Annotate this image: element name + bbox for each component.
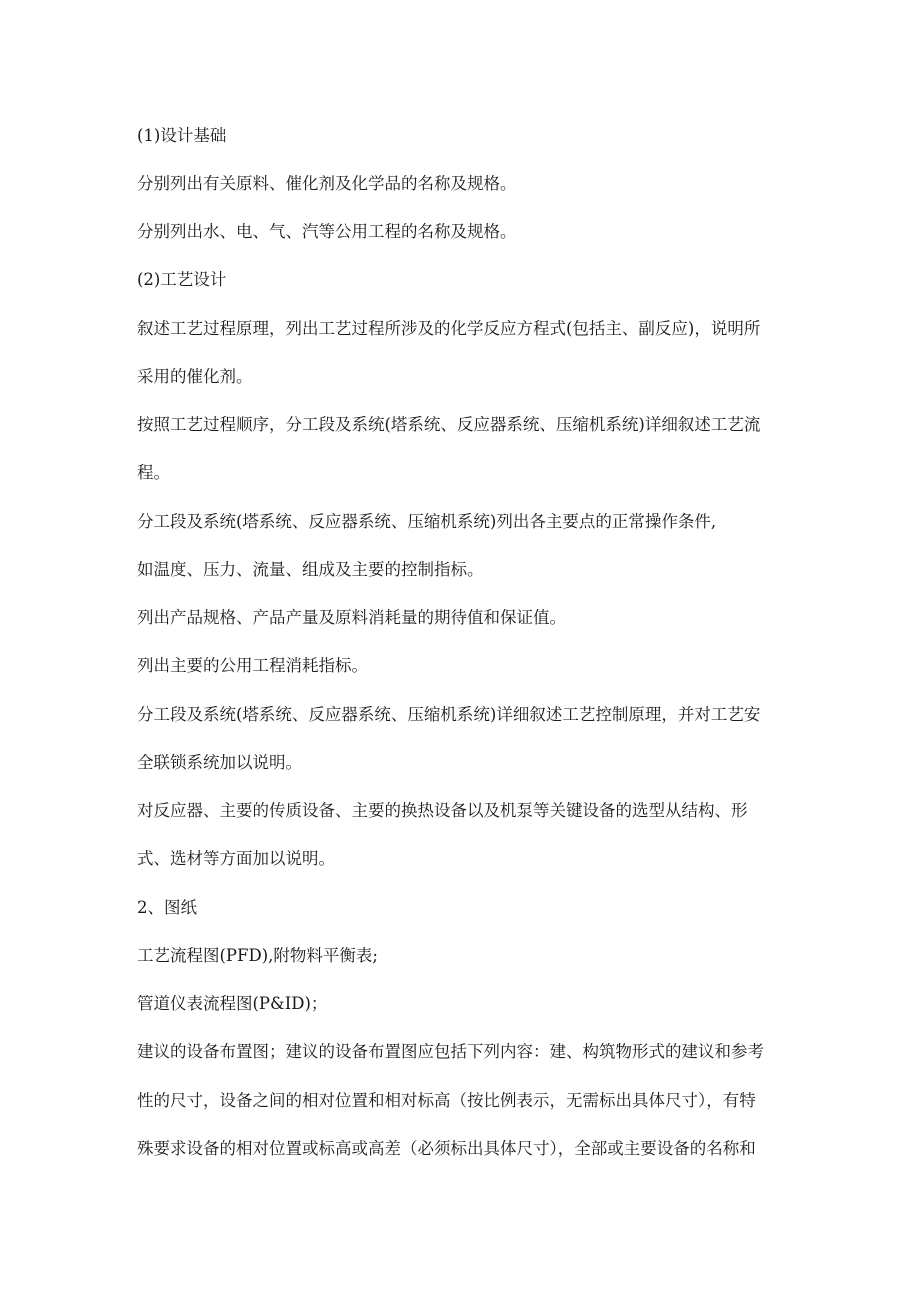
paragraph-line: 工艺流程图(PFD),附物料平衡表; — [137, 946, 378, 965]
paragraph-line: 分别列出有关原料、催化剂及化学品的名称及规格。 — [137, 174, 517, 193]
paragraph-line: 性的尺寸，设备之间的相对位置和相对标高（按比例表示，无需标出具体尺寸），有特 — [137, 1091, 756, 1110]
paragraph-line: 列出产品规格、产品产量及原料消耗量的期待值和保证值。 — [137, 608, 566, 627]
paragraph-line: 分别列出水、电、气、汽等公用工程的名称及规格。 — [137, 222, 517, 241]
paragraph-line: 列出主要的公用工程消耗指标。 — [137, 656, 368, 675]
paragraph-line: 分工段及系统(塔系统、反应器系统、压缩机系统)详细叙述工艺控制原理，并对工艺安 — [137, 705, 761, 724]
heading-process-design: (2)工艺设计 — [137, 270, 227, 289]
paragraph-line: 对反应器、主要的传质设备、主要的换热设备以及机泵等关键设备的选型从结构、形 — [137, 801, 748, 820]
heading-design-basis: (1)设计基础 — [137, 126, 227, 145]
paragraph-line: 全联锁系统加以说明。 — [137, 753, 302, 772]
paragraph-line: 建议的设备布置图；建议的设备布置图应包括下列内容：建、构筑物形式的建议和参考 — [137, 1042, 764, 1061]
paragraph-line: 采用的催化剂。 — [137, 367, 253, 386]
paragraph-line: 叙述工艺过程原理，列出工艺过程所涉及的化学反应方程式(包括主、副反应)，说明所 — [137, 319, 761, 338]
paragraph-line: 分工段及系统(塔系统、反应器系统、压缩机系统)列出各主要点的正常操作条件, — [137, 512, 717, 531]
paragraph-line: 程。 — [137, 463, 170, 482]
heading-drawings: 2、图纸 — [137, 898, 197, 917]
paragraph-line: 按照工艺过程顺序，分工段及系统(塔系统、反应器系统、压缩机系统)详细叙述工艺流 — [137, 415, 761, 434]
paragraph-line: 管道仪表流程图(P&ID)； — [137, 994, 328, 1013]
paragraph-line: 如温度、压力、流量、组成及主要的控制指标。 — [137, 560, 484, 579]
paragraph-line: 殊要求设备的相对位置或标高或高差（必须标出具体尺寸），全部或主要设备的名称和 — [137, 1139, 756, 1158]
paragraph-line: 式、选材等方面加以说明。 — [137, 849, 335, 868]
